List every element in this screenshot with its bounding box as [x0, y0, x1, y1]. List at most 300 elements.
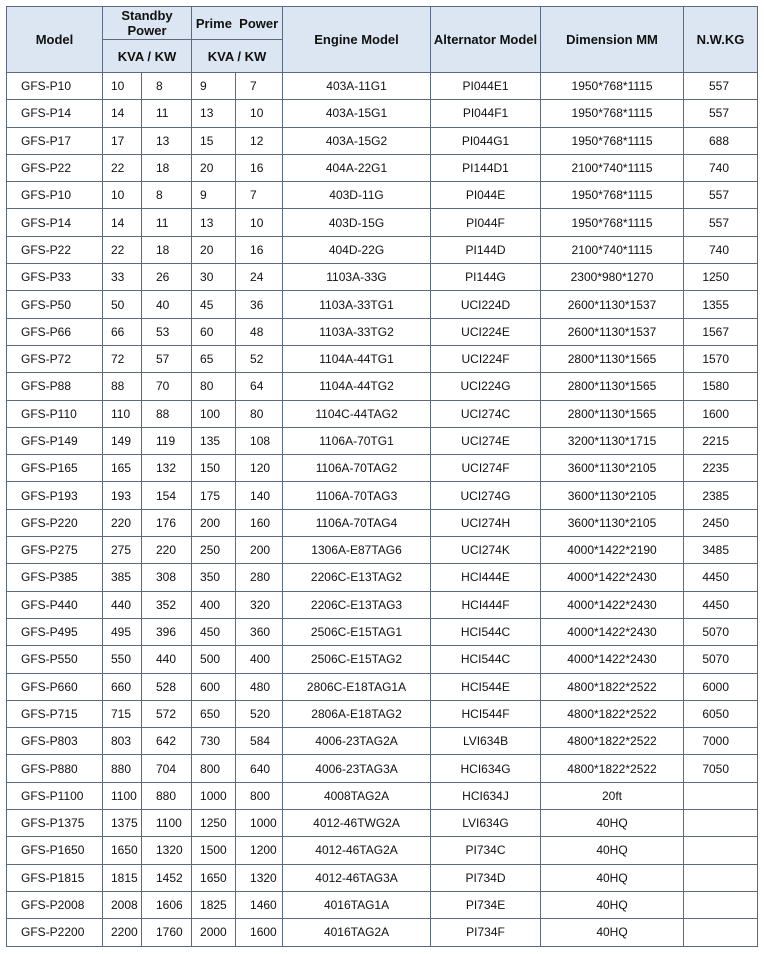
cell-net-weight: [684, 837, 758, 864]
cell-standby-kw: 176: [142, 509, 192, 536]
cell-standby-kva: 660: [103, 673, 142, 700]
cell-standby-kw: 8: [142, 182, 192, 209]
cell-prime-kva: 100: [192, 400, 236, 427]
spec-table-body: [7, 73, 758, 947]
cell-standby-kva: 22: [103, 236, 142, 263]
cell-standby-kw: 572: [142, 700, 192, 727]
cell-alternator-model: UCI274C: [431, 400, 541, 427]
cell-prime-kva: 135: [192, 427, 236, 454]
cell-dimension: 1950*768*1115: [541, 127, 684, 154]
cell-model: GFS-P715: [7, 700, 103, 727]
cell-dimension: 1950*768*1115: [541, 100, 684, 127]
cell-engine-model: 403D-11G: [283, 182, 431, 209]
cell-model: GFS-P14: [7, 100, 103, 127]
cell-model: GFS-P1375: [7, 810, 103, 837]
cell-alternator-model: PI734C: [431, 837, 541, 864]
cell-model: GFS-P1650: [7, 837, 103, 864]
table-row: [7, 700, 758, 727]
table-row: [7, 73, 758, 100]
cell-engine-model: 2506C-E15TAG2: [283, 646, 431, 673]
table-row: [7, 646, 758, 673]
table-row: [7, 482, 758, 509]
cell-alternator-model: HCI634G: [431, 755, 541, 782]
cell-model: GFS-P803: [7, 728, 103, 755]
cell-dimension: 4800*1822*2522: [541, 673, 684, 700]
header-prime-kva-kw: KVA / KW: [192, 40, 283, 73]
cell-prime-kva: 60: [192, 318, 236, 345]
table-row: [7, 864, 758, 891]
cell-net-weight: [684, 782, 758, 809]
cell-model: GFS-P220: [7, 509, 103, 536]
cell-engine-model: 4006-23TAG2A: [283, 728, 431, 755]
cell-engine-model: 4008TAG2A: [283, 782, 431, 809]
table-row: [7, 564, 758, 591]
cell-model: GFS-P2200: [7, 919, 103, 946]
cell-standby-kva: 14: [103, 100, 142, 127]
cell-standby-kva: 22: [103, 154, 142, 181]
cell-alternator-model: HCI444E: [431, 564, 541, 591]
cell-standby-kva: 165: [103, 455, 142, 482]
cell-standby-kw: 1452: [142, 864, 192, 891]
table-row: [7, 236, 758, 263]
cell-standby-kva: 1100: [103, 782, 142, 809]
table-row: [7, 427, 758, 454]
cell-engine-model: 2806A-E18TAG2: [283, 700, 431, 727]
table-row: [7, 891, 758, 918]
table-row: [7, 400, 758, 427]
cell-standby-kva: 275: [103, 537, 142, 564]
cell-prime-kva: 1650: [192, 864, 236, 891]
cell-prime-kva: 15: [192, 127, 236, 154]
cell-net-weight: 557: [684, 182, 758, 209]
cell-engine-model: 1103A-33TG1: [283, 291, 431, 318]
table-row: [7, 154, 758, 181]
table-row: [7, 591, 758, 618]
cell-prime-kw: 160: [236, 509, 283, 536]
cell-net-weight: 557: [684, 209, 758, 236]
cell-standby-kw: 40: [142, 291, 192, 318]
cell-engine-model: 1104A-44TG2: [283, 373, 431, 400]
cell-net-weight: 2385: [684, 482, 758, 509]
cell-model: GFS-P385: [7, 564, 103, 591]
cell-engine-model: 1106A-70TAG2: [283, 455, 431, 482]
cell-prime-kva: 250: [192, 537, 236, 564]
cell-model: GFS-P14: [7, 209, 103, 236]
cell-standby-kw: 11: [142, 209, 192, 236]
cell-dimension: 3200*1130*1715: [541, 427, 684, 454]
cell-prime-kw: 7: [236, 73, 283, 100]
cell-net-weight: 6050: [684, 700, 758, 727]
cell-prime-kva: 400: [192, 591, 236, 618]
cell-dimension: 2100*740*1115: [541, 236, 684, 263]
table-row: [7, 919, 758, 946]
cell-standby-kva: 50: [103, 291, 142, 318]
cell-standby-kw: 132: [142, 455, 192, 482]
cell-standby-kw: 220: [142, 537, 192, 564]
cell-alternator-model: PI734D: [431, 864, 541, 891]
cell-engine-model: 403D-15G: [283, 209, 431, 236]
cell-prime-kva: 1250: [192, 810, 236, 837]
cell-net-weight: 1250: [684, 264, 758, 291]
cell-dimension: 20ft: [541, 782, 684, 809]
table-row: [7, 509, 758, 536]
cell-model: GFS-P495: [7, 618, 103, 645]
cell-standby-kva: 66: [103, 318, 142, 345]
table-row: [7, 100, 758, 127]
cell-net-weight: 3485: [684, 537, 758, 564]
cell-alternator-model: UCI224E: [431, 318, 541, 345]
header-standby-kva-kw: KVA / KW: [103, 40, 192, 73]
cell-engine-model: 4012-46TWG2A: [283, 810, 431, 837]
cell-dimension: 4800*1822*2522: [541, 728, 684, 755]
cell-prime-kw: 1320: [236, 864, 283, 891]
cell-prime-kva: 1825: [192, 891, 236, 918]
cell-dimension: 4000*1422*2430: [541, 646, 684, 673]
cell-model: GFS-P22: [7, 236, 103, 263]
cell-standby-kw: 13: [142, 127, 192, 154]
cell-standby-kva: 193: [103, 482, 142, 509]
cell-net-weight: 2235: [684, 455, 758, 482]
cell-standby-kw: 88: [142, 400, 192, 427]
cell-prime-kw: 10: [236, 100, 283, 127]
cell-standby-kw: 1320: [142, 837, 192, 864]
cell-standby-kw: 1100: [142, 810, 192, 837]
cell-model: GFS-P165: [7, 455, 103, 482]
cell-prime-kw: 1200: [236, 837, 283, 864]
cell-net-weight: 4450: [684, 564, 758, 591]
cell-dimension: 3600*1130*2105: [541, 482, 684, 509]
cell-dimension: 2800*1130*1565: [541, 345, 684, 372]
cell-alternator-model: PI044F1: [431, 100, 541, 127]
cell-engine-model: 1106A-70TAG3: [283, 482, 431, 509]
cell-model: GFS-P550: [7, 646, 103, 673]
cell-prime-kw: 7: [236, 182, 283, 209]
cell-dimension: 2600*1130*1537: [541, 318, 684, 345]
cell-dimension: 40HQ: [541, 919, 684, 946]
cell-dimension: 1950*768*1115: [541, 209, 684, 236]
cell-net-weight: [684, 919, 758, 946]
cell-standby-kw: 1606: [142, 891, 192, 918]
table-row: [7, 345, 758, 372]
cell-engine-model: 1104A-44TG1: [283, 345, 431, 372]
cell-dimension: 40HQ: [541, 810, 684, 837]
cell-alternator-model: PI044E1: [431, 73, 541, 100]
cell-dimension: 4000*1422*2190: [541, 537, 684, 564]
cell-engine-model: 403A-15G2: [283, 127, 431, 154]
cell-prime-kw: 200: [236, 537, 283, 564]
cell-dimension: 2300*980*1270: [541, 264, 684, 291]
cell-prime-kw: 640: [236, 755, 283, 782]
cell-standby-kva: 10: [103, 182, 142, 209]
cell-engine-model: 2206C-E13TAG2: [283, 564, 431, 591]
cell-net-weight: 5070: [684, 618, 758, 645]
cell-standby-kva: 880: [103, 755, 142, 782]
cell-standby-kw: 308: [142, 564, 192, 591]
cell-net-weight: 1570: [684, 345, 758, 372]
cell-alternator-model: PI734E: [431, 891, 541, 918]
cell-engine-model: 4016TAG1A: [283, 891, 431, 918]
cell-alternator-model: LVI634G: [431, 810, 541, 837]
cell-dimension: 1950*768*1115: [541, 182, 684, 209]
cell-engine-model: 2206C-E13TAG3: [283, 591, 431, 618]
cell-standby-kw: 528: [142, 673, 192, 700]
cell-engine-model: 1103A-33TG2: [283, 318, 431, 345]
cell-prime-kva: 800: [192, 755, 236, 782]
cell-dimension: 40HQ: [541, 864, 684, 891]
cell-net-weight: 740: [684, 236, 758, 263]
cell-standby-kva: 2008: [103, 891, 142, 918]
cell-prime-kw: 480: [236, 673, 283, 700]
cell-model: GFS-P10: [7, 73, 103, 100]
cell-prime-kw: 108: [236, 427, 283, 454]
cell-standby-kva: 72: [103, 345, 142, 372]
table-row: [7, 673, 758, 700]
cell-model: GFS-P275: [7, 537, 103, 564]
cell-prime-kw: 36: [236, 291, 283, 318]
cell-dimension: 3600*1130*2105: [541, 455, 684, 482]
cell-alternator-model: HCI444F: [431, 591, 541, 618]
cell-net-weight: 7050: [684, 755, 758, 782]
cell-model: GFS-P1100: [7, 782, 103, 809]
cell-model: GFS-P10: [7, 182, 103, 209]
cell-prime-kw: 584: [236, 728, 283, 755]
cell-standby-kva: 1815: [103, 864, 142, 891]
cell-alternator-model: UCI274G: [431, 482, 541, 509]
cell-model: GFS-P110: [7, 400, 103, 427]
cell-prime-kw: 320: [236, 591, 283, 618]
cell-net-weight: 7000: [684, 728, 758, 755]
cell-standby-kva: 385: [103, 564, 142, 591]
table-row: [7, 618, 758, 645]
cell-prime-kw: 1460: [236, 891, 283, 918]
cell-prime-kva: 1500: [192, 837, 236, 864]
cell-standby-kw: 1760: [142, 919, 192, 946]
cell-standby-kw: 440: [142, 646, 192, 673]
cell-standby-kw: 396: [142, 618, 192, 645]
table-row: [7, 291, 758, 318]
cell-prime-kw: 24: [236, 264, 283, 291]
cell-prime-kva: 175: [192, 482, 236, 509]
cell-alternator-model: UCI224G: [431, 373, 541, 400]
cell-model: GFS-P33: [7, 264, 103, 291]
header-model: Model: [7, 7, 103, 73]
cell-prime-kva: 20: [192, 236, 236, 263]
cell-standby-kw: 57: [142, 345, 192, 372]
cell-alternator-model: PI144D1: [431, 154, 541, 181]
cell-alternator-model: UCI274F: [431, 455, 541, 482]
cell-alternator-model: UCI274K: [431, 537, 541, 564]
cell-net-weight: 740: [684, 154, 758, 181]
table-row: [7, 373, 758, 400]
cell-engine-model: 4006-23TAG3A: [283, 755, 431, 782]
cell-standby-kw: 704: [142, 755, 192, 782]
table-row: [7, 264, 758, 291]
table-row: [7, 209, 758, 236]
cell-engine-model: 2506C-E15TAG1: [283, 618, 431, 645]
header-prime-power: Prime Power: [192, 7, 283, 40]
cell-standby-kva: 149: [103, 427, 142, 454]
cell-standby-kw: 642: [142, 728, 192, 755]
cell-standby-kw: 11: [142, 100, 192, 127]
header-net-weight: N.W.KG: [684, 7, 758, 73]
cell-alternator-model: HCI544C: [431, 618, 541, 645]
cell-prime-kva: 350: [192, 564, 236, 591]
cell-model: GFS-P660: [7, 673, 103, 700]
cell-engine-model: 403A-15G1: [283, 100, 431, 127]
cell-engine-model: 1103A-33G: [283, 264, 431, 291]
cell-model: GFS-P1815: [7, 864, 103, 891]
cell-prime-kw: 520: [236, 700, 283, 727]
cell-standby-kw: 352: [142, 591, 192, 618]
cell-alternator-model: HCI544F: [431, 700, 541, 727]
cell-standby-kva: 440: [103, 591, 142, 618]
cell-prime-kw: 360: [236, 618, 283, 645]
cell-prime-kw: 16: [236, 154, 283, 181]
cell-engine-model: 2806C-E18TAG1A: [283, 673, 431, 700]
cell-prime-kva: 30: [192, 264, 236, 291]
table-row: [7, 127, 758, 154]
cell-standby-kva: 110: [103, 400, 142, 427]
cell-alternator-model: HCI544E: [431, 673, 541, 700]
cell-dimension: 4000*1422*2430: [541, 618, 684, 645]
cell-standby-kva: 33: [103, 264, 142, 291]
cell-engine-model: 404A-22G1: [283, 154, 431, 181]
table-row: [7, 782, 758, 809]
cell-model: GFS-P440: [7, 591, 103, 618]
cell-standby-kva: 803: [103, 728, 142, 755]
cell-model: GFS-P193: [7, 482, 103, 509]
header-alternator-model: Alternator Model: [431, 7, 541, 73]
cell-engine-model: 1106A-70TAG4: [283, 509, 431, 536]
cell-prime-kw: 1000: [236, 810, 283, 837]
cell-prime-kw: 400: [236, 646, 283, 673]
cell-prime-kw: 800: [236, 782, 283, 809]
cell-prime-kva: 13: [192, 209, 236, 236]
cell-alternator-model: PI734F: [431, 919, 541, 946]
table-row: [7, 810, 758, 837]
cell-dimension: 4000*1422*2430: [541, 591, 684, 618]
table-row: [7, 537, 758, 564]
cell-model: GFS-P880: [7, 755, 103, 782]
cell-standby-kva: 10: [103, 73, 142, 100]
generator-spec-table: [6, 6, 758, 947]
cell-standby-kva: 14: [103, 209, 142, 236]
table-row: [7, 755, 758, 782]
cell-standby-kw: 119: [142, 427, 192, 454]
cell-model: GFS-P17: [7, 127, 103, 154]
cell-standby-kva: 220: [103, 509, 142, 536]
cell-dimension: 4000*1422*2430: [541, 564, 684, 591]
cell-prime-kw: 48: [236, 318, 283, 345]
cell-prime-kva: 500: [192, 646, 236, 673]
cell-net-weight: [684, 810, 758, 837]
cell-engine-model: 1306A-E87TAG6: [283, 537, 431, 564]
header-engine-model: Engine Model: [283, 7, 431, 73]
cell-prime-kva: 45: [192, 291, 236, 318]
cell-alternator-model: UCI274H: [431, 509, 541, 536]
table-row: [7, 318, 758, 345]
cell-net-weight: 688: [684, 127, 758, 154]
cell-dimension: 2100*740*1115: [541, 154, 684, 181]
cell-prime-kw: 16: [236, 236, 283, 263]
table-row: [7, 837, 758, 864]
header-dimension: Dimension MM: [541, 7, 684, 73]
cell-net-weight: 4450: [684, 591, 758, 618]
cell-model: GFS-P66: [7, 318, 103, 345]
cell-net-weight: 6000: [684, 673, 758, 700]
cell-prime-kva: 9: [192, 73, 236, 100]
cell-prime-kw: 120: [236, 455, 283, 482]
cell-prime-kva: 1000: [192, 782, 236, 809]
cell-standby-kva: 1375: [103, 810, 142, 837]
cell-alternator-model: PI044G1: [431, 127, 541, 154]
cell-dimension: 2600*1130*1537: [541, 291, 684, 318]
cell-net-weight: 1355: [684, 291, 758, 318]
cell-net-weight: 1580: [684, 373, 758, 400]
cell-alternator-model: PI044E: [431, 182, 541, 209]
cell-model: GFS-P72: [7, 345, 103, 372]
cell-prime-kva: 650: [192, 700, 236, 727]
cell-net-weight: 557: [684, 73, 758, 100]
cell-standby-kva: 17: [103, 127, 142, 154]
cell-standby-kva: 715: [103, 700, 142, 727]
cell-prime-kw: 10: [236, 209, 283, 236]
cell-net-weight: 2450: [684, 509, 758, 536]
cell-prime-kw: 140: [236, 482, 283, 509]
cell-model: GFS-P149: [7, 427, 103, 454]
cell-standby-kva: 550: [103, 646, 142, 673]
cell-prime-kva: 2000: [192, 919, 236, 946]
table-row: [7, 728, 758, 755]
cell-standby-kw: 880: [142, 782, 192, 809]
cell-alternator-model: UCI224D: [431, 291, 541, 318]
cell-prime-kva: 730: [192, 728, 236, 755]
cell-engine-model: 403A-11G1: [283, 73, 431, 100]
cell-prime-kw: 52: [236, 345, 283, 372]
cell-dimension: 1950*768*1115: [541, 73, 684, 100]
cell-net-weight: 2215: [684, 427, 758, 454]
cell-prime-kw: 1600: [236, 919, 283, 946]
cell-dimension: 40HQ: [541, 891, 684, 918]
cell-dimension: 2800*1130*1565: [541, 373, 684, 400]
cell-standby-kw: 18: [142, 154, 192, 181]
cell-engine-model: 4012-46TAG2A: [283, 837, 431, 864]
cell-alternator-model: PI144G: [431, 264, 541, 291]
cell-net-weight: 1567: [684, 318, 758, 345]
cell-prime-kva: 65: [192, 345, 236, 372]
cell-standby-kw: 70: [142, 373, 192, 400]
cell-net-weight: [684, 864, 758, 891]
spec-table-container: [6, 6, 758, 947]
cell-engine-model: 4016TAG2A: [283, 919, 431, 946]
cell-prime-kw: 280: [236, 564, 283, 591]
cell-prime-kw: 80: [236, 400, 283, 427]
cell-alternator-model: PI044F: [431, 209, 541, 236]
cell-model: GFS-P2008: [7, 891, 103, 918]
cell-prime-kw: 64: [236, 373, 283, 400]
cell-model: GFS-P22: [7, 154, 103, 181]
cell-standby-kw: 53: [142, 318, 192, 345]
cell-standby-kva: 88: [103, 373, 142, 400]
cell-engine-model: 404D-22G: [283, 236, 431, 263]
cell-standby-kw: 8: [142, 73, 192, 100]
cell-engine-model: 1106A-70TG1: [283, 427, 431, 454]
cell-dimension: 4800*1822*2522: [541, 755, 684, 782]
cell-prime-kva: 9: [192, 182, 236, 209]
cell-standby-kva: 1650: [103, 837, 142, 864]
cell-prime-kva: 200: [192, 509, 236, 536]
cell-net-weight: [684, 891, 758, 918]
